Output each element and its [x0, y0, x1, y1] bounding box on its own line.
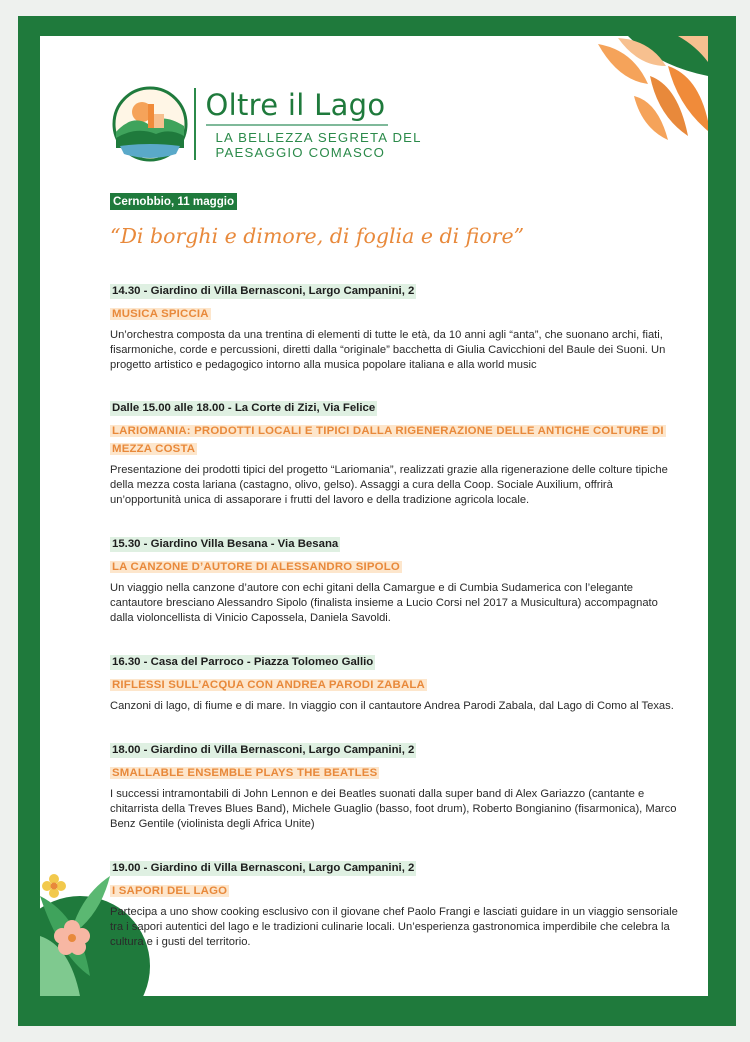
event-description: Un viaggio nella canzone d’autore con echi gitani della Camargue e di Cumbia Sudamerica con l’elegante cantautore bresciano Alessandro Sipolo (finalista insieme a Lucio Corsi nel 2017 a Musicultura) accompagnato dalla violoncellista di Vinicio Capossela, Daniela Savoldi.: [110, 582, 658, 624]
logo-subtitle-line-2: PAESAGGIO COMASCO: [215, 145, 386, 160]
logo-text: [202, 88, 422, 160]
event-item: [110, 856, 684, 950]
event-time-place: 19.00 - Giardino di Villa Bernasconi, Largo Campanini, 2: [112, 862, 415, 874]
event-item: [110, 396, 684, 508]
poster-page: [40, 36, 708, 996]
event-description: Presentazione dei prodotti tipici del progetto “Lariomania”, realizzati grazie alla rigenerazione delle colture tipiche della mezza costa lariana (castagno, olivo, gelso). Assaggi a cura della Coop. Sociale Auxilium, offrirà un’opportunità unica di assaporare i frutti del lavoro e della tradizione agricola locale.: [110, 464, 668, 506]
event-description: Un’orchestra composta da una trentina di elementi di tutte le età, da 10 anni agli “anta”, che suonano archi, fiati, fisarmoniche, corde e percussioni, diretti dalla “originale” bacchetta di Giulia Cavicchioni del Baule dei Suoni. Un progetto artistico e pedagogico intorno alla musica popolare italiana e alla world music: [110, 329, 666, 371]
event-time-place: 16.30 - Casa del Parroco - Piazza Tolomeo Gallio: [112, 656, 374, 668]
brand-logo: [112, 86, 422, 162]
event-description: Partecipa a uno show cooking esclusivo con il giovane chef Paolo Frangi e lasciati guidare in un viaggio sensoriale tra i sapori autentici del lago e le tradizioni culinarie locali. Un’esperienza gastronomica imperdibile che celebra la cultura e i gusti del territorio.: [110, 906, 678, 948]
event-description: I successi intramontabili di John Lennon e dei Beatles suonati dalla super band di Alex Gariazzo (cantante e chitarrista della Treves Blues Band), Michele Guaglio (basso, foot drum), Roberto Bongianino (fisarmonica), Marco Benz Gentile (violinista degli Africa Unite): [110, 788, 677, 830]
event-item: [110, 738, 684, 832]
event-headline: “Di borghi e dimore, di foglia e di fiore”: [110, 224, 525, 248]
event-time-place: 15.30 - Giardino Villa Besana - Via Besana: [112, 538, 339, 550]
date-badge: Cernobbio, 11 maggio: [110, 193, 237, 210]
leaf-decoration-top-right: [538, 36, 708, 166]
logo-title: Oltre il Lago: [205, 88, 386, 122]
logo-subtitle-line-1: LA BELLEZZA SEGRETA DEL: [215, 130, 422, 145]
event-title: I SAPORI DEL LAGO: [112, 885, 228, 897]
event-title: LARIOMANIA: PRODOTTI LOCALI E TIPICI DALLA RIGENERAZIONE DELLE ANTICHE COLTURE DI MEZZA COSTA: [112, 425, 664, 455]
event-time-place: 18.00 - Giardino di Villa Bernasconi, Largo Campanini, 2: [112, 744, 415, 756]
logo-underline: [206, 124, 388, 126]
event-title: LA CANZONE D’AUTORE DI ALESSANDRO SIPOLO: [112, 561, 400, 573]
program-content: [110, 190, 684, 950]
event-time-place: Dalle 15.00 alle 18.00 - La Corte di Zizi, Via Felice: [112, 402, 376, 414]
event-time-place: 14.30 - Giardino di Villa Bernasconi, Largo Campanini, 2: [112, 285, 415, 297]
event-title: MUSICA SPICCIA: [112, 308, 209, 320]
lake-landscape-logo-icon: [112, 86, 188, 162]
event-title: RIFLESSI SULL’ACQUA CON ANDREA PARODI ZABALA: [112, 679, 425, 691]
poster-frame: [18, 16, 736, 1026]
event-description: Canzoni di lago, di fiume e di mare. In viaggio con il cantautore Andrea Parodi Zabala, dal Lago di Como al Texas.: [110, 700, 674, 712]
event-title: SMALLABLE ENSEMBLE PLAYS THE BEATLES: [112, 767, 378, 779]
logo-divider: [194, 88, 196, 160]
event-item: [110, 650, 684, 714]
event-item: [110, 532, 684, 626]
event-item: [110, 279, 684, 373]
